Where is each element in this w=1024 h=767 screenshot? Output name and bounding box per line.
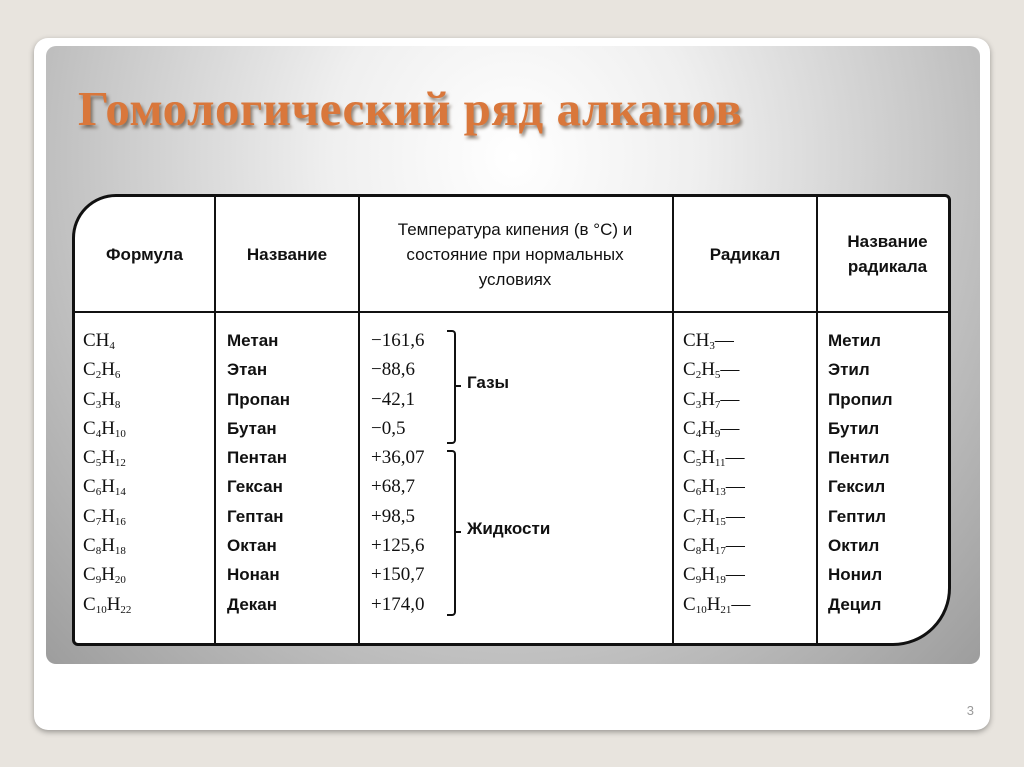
page-number: 3 xyxy=(966,703,974,718)
name-cell: Гептан xyxy=(227,506,284,526)
formula-cell: $C_{10}H_{22}$ xyxy=(83,593,132,616)
radical-cell: $C_2H_5—$ xyxy=(683,359,740,382)
name-cell: Пентан xyxy=(227,448,287,468)
boiling-cell: −0,5 xyxy=(371,417,406,439)
radical-cell: $C_6H_{13}—$ xyxy=(683,476,745,499)
radical-name-cell: Бутил xyxy=(828,418,880,438)
radical-cell: $CH_3—$ xyxy=(683,330,734,352)
radical-name-cell: Гексил xyxy=(828,477,886,497)
alkanes-table xyxy=(72,194,951,646)
radical-cell: $C_9H_{19}—$ xyxy=(683,564,745,587)
name-cell: Бутан xyxy=(227,418,277,438)
column-divider xyxy=(358,197,360,643)
radical-name-cell: Гептил xyxy=(828,506,887,526)
gases-brace xyxy=(447,330,456,444)
liquids-brace xyxy=(447,450,456,616)
formula-cell: $C_4H_{10}$ xyxy=(83,417,126,440)
name-cell: Пропан xyxy=(227,389,290,409)
formula-cell: $CH_4$ xyxy=(83,330,115,352)
content-panel xyxy=(46,46,980,664)
boiling-cell: +125,6 xyxy=(371,535,425,557)
slide-title: Гомологический ряд алканов xyxy=(78,81,743,136)
formula-column xyxy=(83,326,131,619)
radical-cell: $C_4H_9—$ xyxy=(683,417,740,440)
formula-cell: $C_5H_{12}$ xyxy=(83,447,126,470)
boiling-cell: −161,6 xyxy=(371,330,425,351)
name-cell: Нонан xyxy=(227,565,280,585)
radical-cell: $C_5H_{11}—$ xyxy=(683,447,745,470)
header-formula: Формула xyxy=(106,244,183,264)
radical-name-cell: Нонил xyxy=(828,565,883,585)
boiling-cell: −42,1 xyxy=(371,388,415,410)
name-column xyxy=(227,326,290,619)
name-cell: Декан xyxy=(227,594,278,614)
radical-cell: $C_8H_{17}—$ xyxy=(683,535,745,558)
radical-name-cell: Пропил xyxy=(828,389,893,409)
radical-cell: $C_{10}H_{21}—$ xyxy=(683,593,751,616)
radical-name-cell: Пентил xyxy=(828,448,890,468)
radical-column xyxy=(683,326,750,619)
header-boiling: Температура кипения (в °С) и состояние при нормальных условиях xyxy=(397,219,633,289)
boiling-cell: +98,5 xyxy=(371,505,415,527)
column-divider xyxy=(816,197,818,643)
boiling-cell: +68,7 xyxy=(371,476,415,498)
liquids-brace-tip xyxy=(456,531,461,533)
radical-cell: $C_3H_7—$ xyxy=(683,388,740,411)
header-name: Название xyxy=(246,244,328,264)
liquids-label: Жидкости xyxy=(467,519,551,538)
formula-cell: $C_2H_6$ xyxy=(83,359,121,382)
formula-cell: $C_8H_{18}$ xyxy=(83,535,126,558)
formula-cell: $C_7H_{16}$ xyxy=(83,505,126,528)
radical-cell: $C_7H_{15}—$ xyxy=(683,505,745,528)
gases-label: Газы xyxy=(467,373,510,392)
header-radical: Радикал xyxy=(709,244,781,264)
radical-name-cell: Метил xyxy=(828,331,881,350)
boiling-cell: −88,6 xyxy=(371,359,415,381)
boiling-cell: +36,07 xyxy=(371,447,425,469)
radical-name-column xyxy=(828,326,893,619)
formula-cell: $C_6H_{14}$ xyxy=(83,476,126,499)
gases-brace-tip xyxy=(456,385,461,387)
radical-name-cell: Децил xyxy=(828,594,882,614)
formula-cell: $C_9H_{20}$ xyxy=(83,564,126,587)
name-cell: Октан xyxy=(227,536,277,556)
boiling-cell: +174,0 xyxy=(371,593,425,615)
boiling-cell: +150,7 xyxy=(371,564,425,586)
slide xyxy=(34,38,990,730)
radical-name-cell: Этил xyxy=(828,360,870,380)
boiling-column xyxy=(371,326,424,619)
header-radical-name: Название радикала xyxy=(847,232,928,276)
formula-cell: $C_3H_8$ xyxy=(83,388,121,411)
name-cell: Метан xyxy=(227,331,279,350)
name-cell: Гексан xyxy=(227,477,283,497)
radical-name-cell: Октил xyxy=(828,536,880,556)
name-cell: Этан xyxy=(227,360,268,380)
